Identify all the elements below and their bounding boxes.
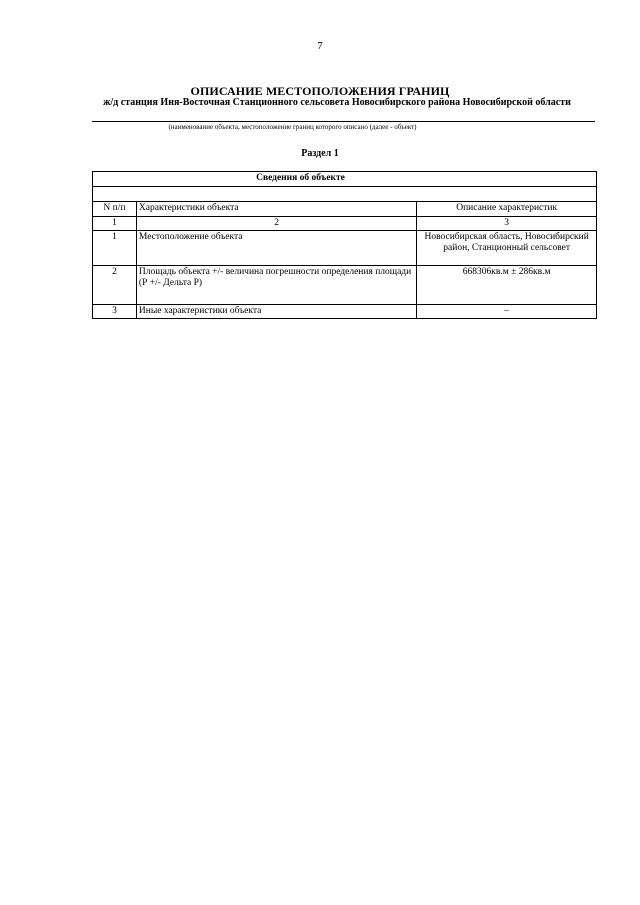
- index-cell-3: 3: [417, 217, 597, 231]
- header-description: Описание характеристик: [417, 202, 597, 217]
- object-info-table: [92, 171, 597, 319]
- subtitle-caption: (наименование объекта, местоположение границ которого описано (далее - объект): [168, 123, 417, 131]
- document-title: ОПИСАНИЕ МЕСТОПОЛОЖЕНИЯ ГРАНИЦ: [190, 84, 450, 98]
- row-num: 1: [93, 231, 137, 266]
- row-description: Новосибирская область, Новосибирский район, Станционный сельсовет: [417, 231, 597, 266]
- table-index-row: [93, 217, 597, 231]
- section-title: Раздел 1: [301, 148, 339, 159]
- subtitle-underline: [92, 121, 595, 122]
- table-caption-row: [93, 172, 597, 187]
- row-num: 3: [93, 305, 137, 319]
- table-header-row: [93, 202, 597, 217]
- table-row: [93, 305, 597, 319]
- table-row: [93, 266, 597, 305]
- index-cell-2: 2: [136, 217, 416, 231]
- row-characteristic: Иные характеристики объекта: [136, 305, 416, 319]
- table-blank-row: [93, 187, 597, 202]
- row-characteristic: Местоположение объекта: [136, 231, 416, 266]
- page-number: 7: [317, 40, 323, 52]
- row-characteristic-note: (Р +/- Дельта Р): [138, 278, 203, 288]
- table-blank-cell: [93, 187, 597, 202]
- header-characteristic: Характеристики объекта: [136, 202, 416, 217]
- document-subtitle: ж/д станция Иня-Восточная Станционного сельсовета Новосибирского района Новосибирской области: [103, 97, 571, 108]
- table-row: [93, 231, 597, 266]
- table-caption: Сведения об объекте: [93, 172, 597, 187]
- row-description: 668306кв.м ± 286кв.м: [417, 266, 597, 305]
- header-num: N п/п: [93, 202, 137, 217]
- row-description: –: [417, 305, 597, 319]
- row-characteristic: Площадь объекта +/- величина погрешности определения площади: [138, 267, 412, 277]
- row-characteristic-cell: [136, 266, 416, 305]
- index-cell-1: 1: [93, 217, 137, 231]
- row-num: 2: [93, 266, 137, 305]
